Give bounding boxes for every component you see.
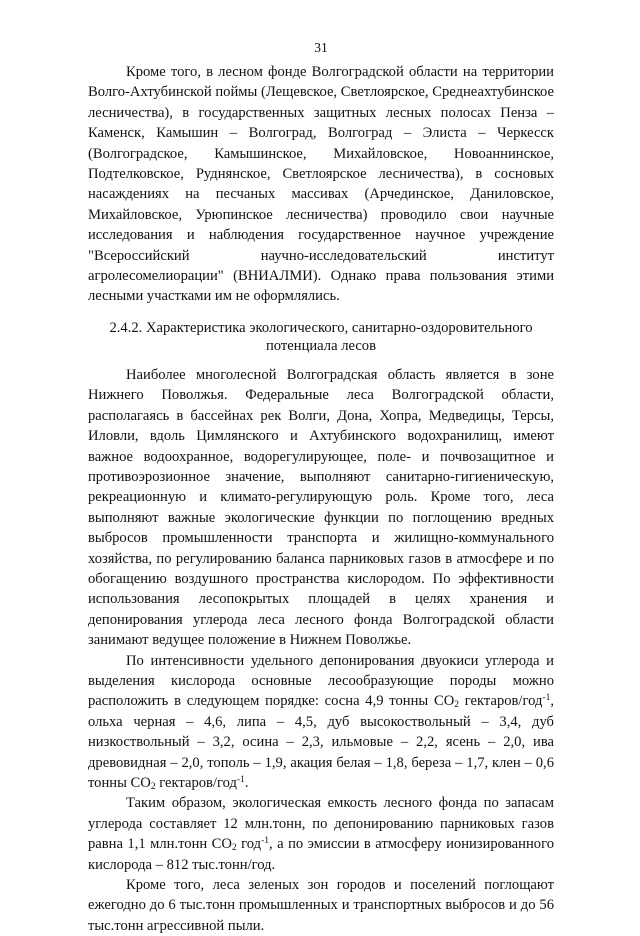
text-run: Таким образом, экологическая емкость лесного фонда по запасам углерода составляет 12 млн.тонн, по депонированию парниковых газов равна 1,1 млн.тонн СО xyxy=(88,795,554,853)
section-heading-line-1: 2.4.2. Характеристика экологического, санитарно-оздоровительного xyxy=(109,319,533,336)
text-run: год xyxy=(236,836,262,853)
superscript: -1 xyxy=(236,775,245,785)
page-number: 31 xyxy=(314,40,328,55)
subscript: 2 xyxy=(150,782,156,792)
text-run: . xyxy=(244,775,249,791)
paragraph-ecological-capacity xyxy=(88,793,554,875)
subscript: 2 xyxy=(454,700,459,711)
paragraph-green-zones: Кроме того, леса зеленых зон городов и поселений поглощают ежегодно до 6 тыс.тонн промышленных и транспортных выбросов и до 56 тыс.тонн агрессивной пыли. xyxy=(88,877,554,934)
superscript: -1 xyxy=(261,836,270,847)
text-run: , а по эмиссии в атмосферу ионизированного кислорода – 812 тыс.тонн/год. xyxy=(88,836,554,873)
paragraph-ecological-role: Наиболее многолесной Волгоградская область является в зоне Нижнего Поволжья. Федеральные леса Волгоградской области, располагаясь в бассейнах рек Волги, Дона, Хопра, Медведицы, Терсы, Иловли, вдоль Цимлянского и Ахтубинского водохранилищ, имеют важное водоохранное, водорегулирующее, поле- и почвозащитное и противоэрозионное значение, выполняют санитарно-гигиеническую, рекреационную и климато-регулирующую роль. Кроме того, леса выполняют важные экологические функции по поглощению вредных выбросов промышленности транспорта и жилищно-коммунального хозяйства, по регулированию баланса парниковых газов в атмосфере и по обогащению воздушного пространства кислородом. По эффективности использования лесопокрытых площадей в целях хранения и депонирования углерода леса лесного фонда Волгоградской области занимают ведущее положение в Нижнем Поволжье. xyxy=(88,366,554,649)
paragraph-vnialmi: Кроме того, в лесном фонде Волгоградской области на территории Волго-Ахтубинской поймы (Лещевское, Светлоярское, Среднеахтубинское лесничества), в государственных защитных лесных полосах Пенза – Каменск, Камышин – Волгоград, Волгоград – Элиста – Черкесск (Волгоградское, Камышинское, Михайловское, Новоаннинское, Подтелковское, Руднянское, Светлоярское лесничества), в сосновых насаждениях на песчаных массивах (Арчединское, Даниловское, Михайловское, Урюпинское лесничества) проводило свои научные исследования и наблюдения государственное научное учреждение "Всероссийский научно-исследовательский институт агролесомелиорации" (ВНИАЛМИ). Однако права пользования этими лесными участками им не оформлялись. xyxy=(88,64,554,305)
section-heading-line-2: потенциала лесов xyxy=(265,337,376,354)
superscript: -1 xyxy=(542,693,551,704)
text-run: гектаров/год xyxy=(155,775,237,791)
section-heading xyxy=(88,319,554,355)
text-run: , ольха черная – 4,6, липа – 4,5, дуб высокоствольный – 3,4, дуб низкоствольный – 3,2, осина – 2,3, ильмовые – 2,2, ясень – 2,0, ива древовидная – 2,0, тополь – 1,9, акация белая – 1,8, береза – 1,7, клен – 0,6 тонны СО xyxy=(88,693,554,791)
subscript: 2 xyxy=(231,843,237,854)
text-run: По интенсивности удельного депонирования двуокиси углерода и выделения кислорода основные лесообразующие породы можно расположить в следующем порядке: сосна 4,9 тонны СО xyxy=(88,652,554,710)
text-run: гектаров/год xyxy=(458,693,543,710)
paragraph-carbon-deposition xyxy=(88,651,554,794)
